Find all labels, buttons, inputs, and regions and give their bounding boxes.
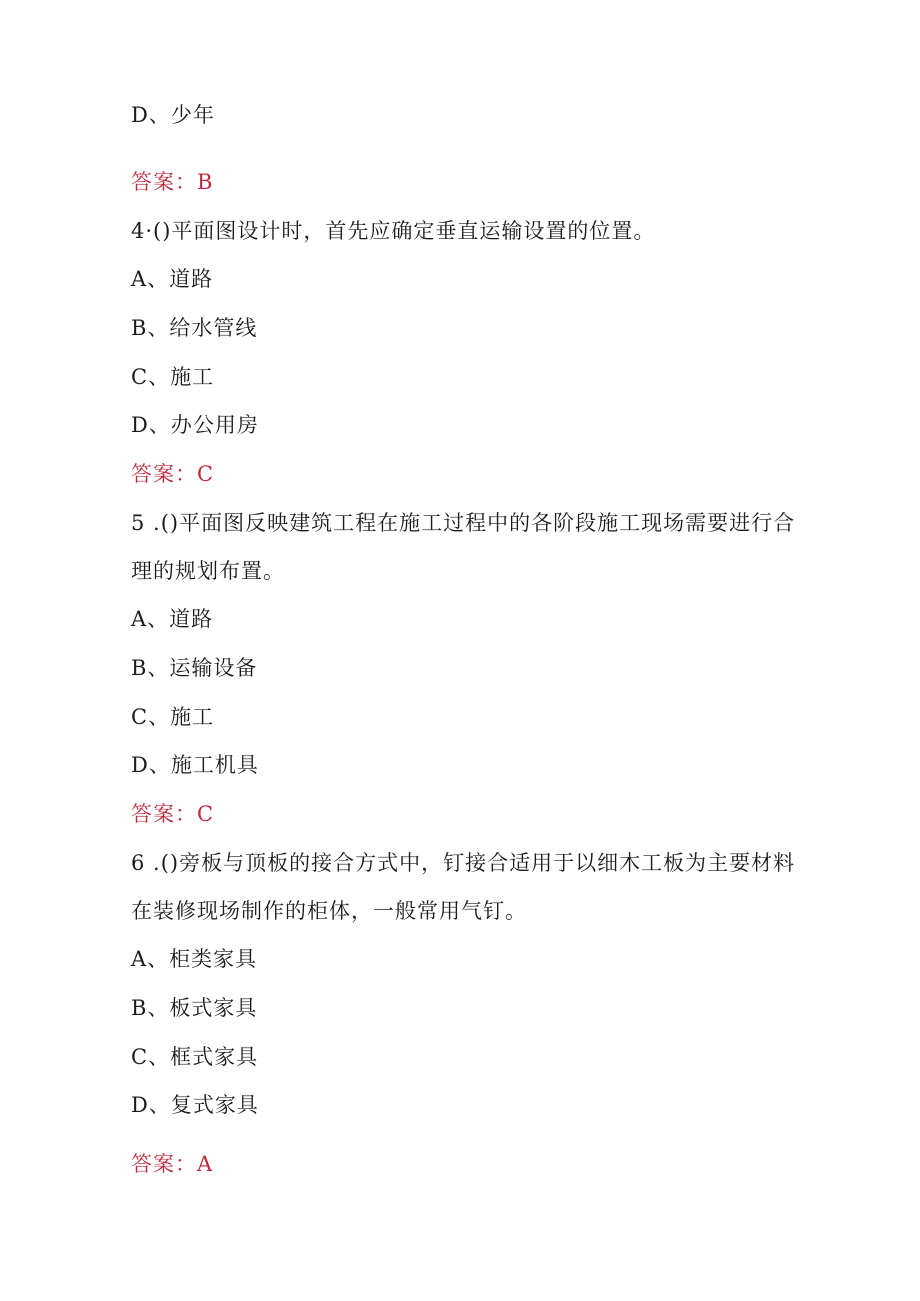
q4-option-c: C、施工 <box>131 365 215 389</box>
answer-value: C <box>197 802 215 826</box>
q5-stem-line1: 5 .()平面图反映建筑工程在施工过程中的各阶段施工现场需要进行合 <box>131 511 796 535</box>
q6-stem-line2: 在装修现场制作的柜体，一般常用气钉。 <box>131 899 527 923</box>
q6-option-b: B、板式家具 <box>131 996 258 1020</box>
answer-label: 答案： <box>131 170 197 194</box>
answer-value: B <box>197 170 214 194</box>
answer-value: A <box>197 1152 214 1176</box>
q5-option-a: A、道路 <box>131 607 214 631</box>
q4-option-d: D、办公用房 <box>131 413 259 437</box>
answer-label: 答案： <box>131 1152 197 1176</box>
q6-stem-line1: 6 .()旁板与顶板的接合方式中，钉接合适用于以细木工板为主要材料 <box>131 851 796 875</box>
q3-option-d: D、少年 <box>131 103 215 127</box>
q5-answer <box>131 800 214 828</box>
answer-label: 答案： <box>131 802 197 826</box>
q3-answer <box>131 168 213 196</box>
q6-option-a: A、柜类家具 <box>131 947 258 971</box>
answer-label: 答案： <box>131 462 197 486</box>
q4-stem: 4·()平面图设计时，首先应确定垂直运输设置的位置。 <box>131 219 656 243</box>
q4-option-b: B、给水管线 <box>131 316 258 340</box>
q4-answer <box>131 460 214 488</box>
q6-option-d: D、复式家具 <box>131 1093 259 1117</box>
q5-option-b: B、运输设备 <box>131 656 258 680</box>
q6-answer <box>131 1150 213 1178</box>
q5-option-c: C、施工 <box>131 705 215 729</box>
q6-option-c: C、框式家具 <box>131 1045 259 1069</box>
answer-value: C <box>197 462 215 486</box>
q5-option-d: D、施工机具 <box>131 753 259 777</box>
q5-stem-line2: 理的规划布置。 <box>131 559 285 583</box>
q4-option-a: A、道路 <box>131 267 214 291</box>
